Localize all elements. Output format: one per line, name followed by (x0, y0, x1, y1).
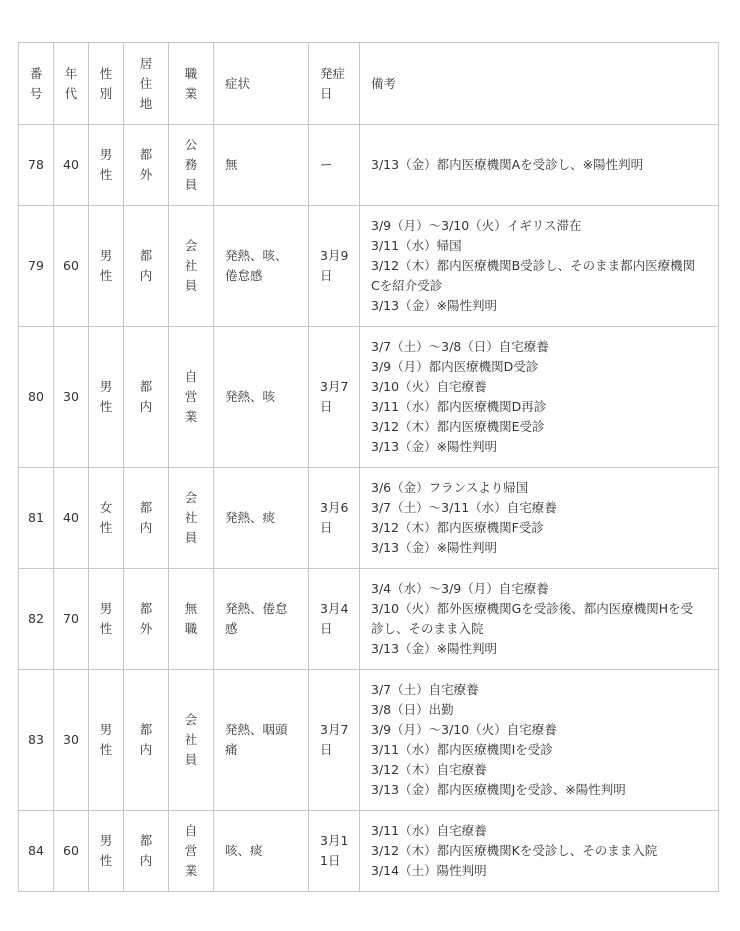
cell-onset: 3月1 1日 (309, 811, 360, 892)
cell-number: 84 (19, 811, 54, 892)
cell-age: 40 (54, 468, 89, 569)
header-row (19, 43, 719, 125)
table-row (19, 206, 719, 327)
cell-sex: 男 性 (89, 670, 124, 811)
cell-remarks: 3/7（土）～3/8（日）自宅療養 3/9（月）都内医療機関D受診 3/10（火）自宅療養 3/11（水）都内医療機関D再診 3/12（木）都内医療機関E受診 3/13（金）※陽性判明 (360, 327, 719, 468)
cell-age: 60 (54, 206, 89, 327)
table-row (19, 670, 719, 811)
cell-symptoms: 咳、痰 (214, 811, 309, 892)
cell-age: 40 (54, 125, 89, 206)
cell-sex: 男 性 (89, 125, 124, 206)
cell-symptoms: 発熱、咳 (214, 327, 309, 468)
header-sex: 性 別 (89, 43, 124, 125)
cell-residence: 都 内 (124, 811, 169, 892)
cell-occupation: 自 営 業 (169, 327, 214, 468)
cell-residence: 都 内 (124, 670, 169, 811)
cell-occupation: 会 社 員 (169, 468, 214, 569)
cell-onset: 3月7 日 (309, 670, 360, 811)
cell-occupation: 無 職 (169, 569, 214, 670)
cell-age: 30 (54, 327, 89, 468)
cell-symptoms: 発熱、倦怠 感 (214, 569, 309, 670)
cell-sex: 男 性 (89, 206, 124, 327)
cell-sex: 男 性 (89, 811, 124, 892)
header-occupation: 職 業 (169, 43, 214, 125)
cell-number: 80 (19, 327, 54, 468)
cell-residence: 都 内 (124, 206, 169, 327)
header-remarks: 備考 (360, 43, 719, 125)
header-number: 番 号 (19, 43, 54, 125)
cell-age: 70 (54, 569, 89, 670)
cell-remarks: 3/11（水）自宅療養 3/12（木）都内医療機関Kを受診し、そのまま入院 3/14（土）陽性判明 (360, 811, 719, 892)
cell-symptoms: 発熱、痰 (214, 468, 309, 569)
table-row (19, 327, 719, 468)
cell-number: 81 (19, 468, 54, 569)
cell-occupation: 自 営 業 (169, 811, 214, 892)
header-onset: 発症 日 (309, 43, 360, 125)
cell-number: 78 (19, 125, 54, 206)
cell-occupation: 会 社 員 (169, 670, 214, 811)
cell-symptoms: 無 (214, 125, 309, 206)
cell-onset: 3月7 日 (309, 327, 360, 468)
table-row (19, 125, 719, 206)
cell-residence: 都 外 (124, 569, 169, 670)
cell-remarks: 3/4（水）～3/9（月）自宅療養 3/10（火）都外医療機関Gを受診後、都内医療機関Hを受 診し、そのまま入院 3/13（金）※陽性判明 (360, 569, 719, 670)
cell-age: 60 (54, 811, 89, 892)
cell-onset: ー (309, 125, 360, 206)
cell-onset: 3月9 日 (309, 206, 360, 327)
cell-onset: 3月6 日 (309, 468, 360, 569)
table-row (19, 811, 719, 892)
cell-occupation: 公 務 員 (169, 125, 214, 206)
cell-sex: 女 性 (89, 468, 124, 569)
cell-sex: 男 性 (89, 569, 124, 670)
cell-residence: 都 内 (124, 327, 169, 468)
cell-number: 83 (19, 670, 54, 811)
cell-residence: 都 内 (124, 468, 169, 569)
cell-sex: 男 性 (89, 327, 124, 468)
cell-remarks: 3/6（金）フランスより帰国 3/7（土）～3/11（水）自宅療養 3/12（木）都内医療機関F受診 3/13（金）※陽性判明 (360, 468, 719, 569)
cell-residence: 都 外 (124, 125, 169, 206)
cell-symptoms: 発熱、咽頭 痛 (214, 670, 309, 811)
header-symptoms: 症状 (214, 43, 309, 125)
cell-remarks: 3/13（金）都内医療機関Aを受診し、※陽性判明 (360, 125, 719, 206)
cell-symptoms: 発熱、咳、 倦怠感 (214, 206, 309, 327)
cell-remarks: 3/9（月）～3/10（火）イギリス滞在 3/11（水）帰国 3/12（木）都内医療機関B受診し、そのまま都内医療機関 Cを紹介受診 3/13（金）※陽性判明 (360, 206, 719, 327)
cell-number: 82 (19, 569, 54, 670)
cell-age: 30 (54, 670, 89, 811)
cell-onset: 3月4 日 (309, 569, 360, 670)
cell-remarks: 3/7（土）自宅療養 3/8（日）出勤 3/9（月）～3/10（火）自宅療養 3/11（水）都内医療機関Iを受診 3/12（木）自宅療養 3/13（金）都内医療機関Jを受診、※陽性判明 (360, 670, 719, 811)
header-age: 年 代 (54, 43, 89, 125)
patient-table (18, 42, 719, 892)
header-residence: 居 住 地 (124, 43, 169, 125)
table-row (19, 569, 719, 670)
cell-occupation: 会 社 員 (169, 206, 214, 327)
cell-number: 79 (19, 206, 54, 327)
table-row (19, 468, 719, 569)
